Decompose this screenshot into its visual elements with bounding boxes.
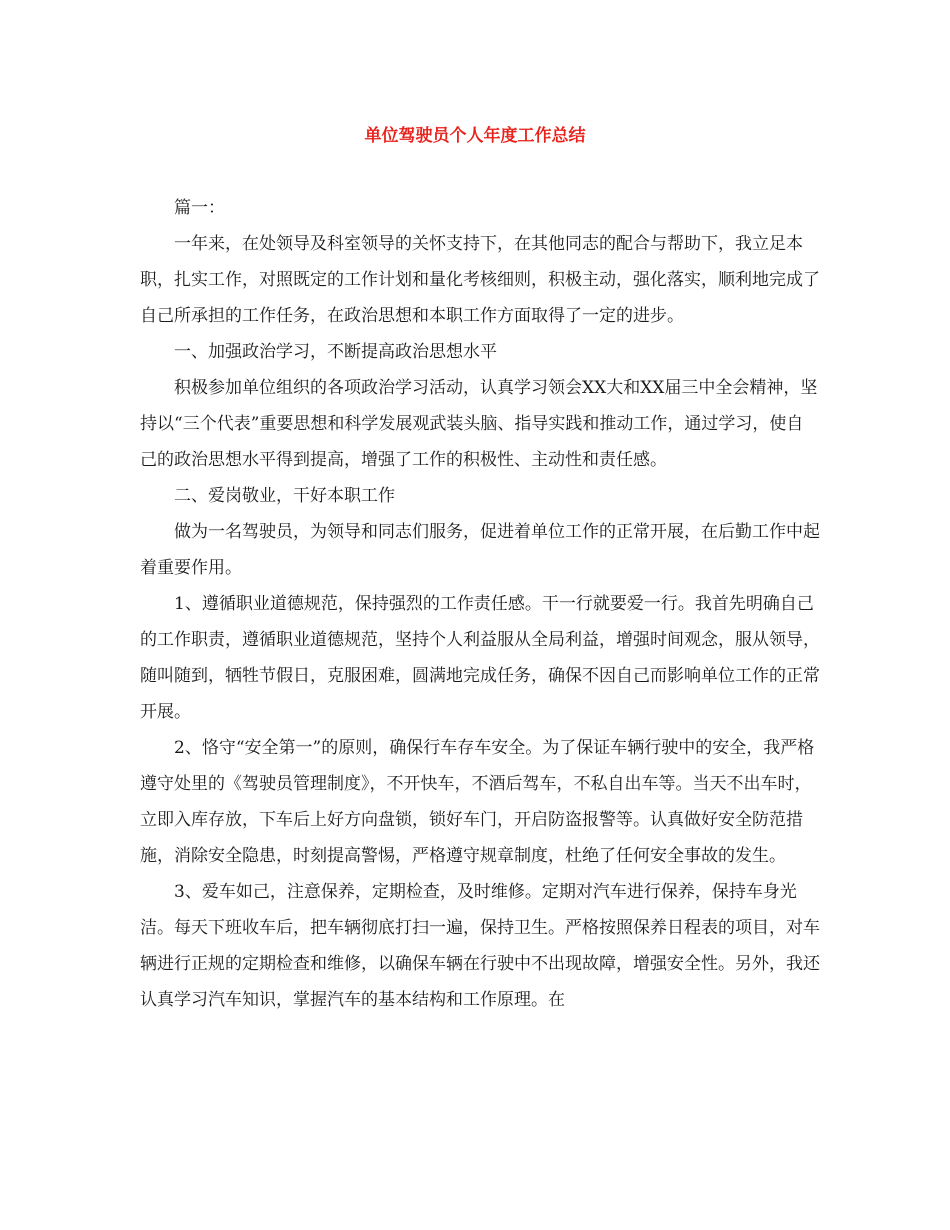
paragraph-part-label: 篇一： (174, 198, 225, 218)
paragraph-driver-role: 做为一名驾驶员，为领导和同志们服务，促进着单位工作的正常开展，在后勤工作中起着重要作用。 (140, 522, 820, 578)
document-title: 单位驾驶员个人年度工作总结 (364, 126, 586, 146)
paragraph-political-study: 积极参加单位组织的各项政治学习活动，认真学习领会XX大和XX届三中全会精神，坚持以“三个代表”重要思想和科学发展观武装头脑、指导实践和推动工作，通过学习，使自己的政治思想水平得到提高，增强了工作的积极性、主动性和责任感。 (140, 378, 818, 470)
paragraph-item-1: 1、遵循职业道德规范，保持强烈的工作责任感。干一行就要爱一行。我首先明确自己的工作职责，遵循职业道德规范，坚持个人利益服从全局利益，增强时间观念，服从领导，随叫随到，牺牲节假日，克服困难，圆满地完成任务，确保不因自己而影响单位工作的正常开展。 (140, 594, 820, 722)
document-body (140, 190, 820, 1018)
paragraph-item-3: 3、爱车如己，注意保养，定期检查，及时维修。定期对汽车进行保养，保持车身光洁。每天下班收车后，把车辆彻底打扫一遍，保持卫生。严格按照保养日程表的项目，对车辆进行正规的定期检查和维修，以确保车辆在行驶中不出现故障，增强安全性。另外，我还认真学习汽车知识，掌握汽车的基本结构和工作原理。在 (140, 882, 820, 1010)
section-heading-2: 二、爱岗敬业，干好本职工作 (174, 486, 395, 506)
paragraph-item-2: 2、恪守“安全第一”的原则，确保行车存车安全。为了保证车辆行驶中的安全，我严格遵守处里的《驾驶员管理制度》，不开快车，不酒后驾车，不私自出车等。当天不出车时，立即入库存放，下车后上好方向盘锁，锁好车门，开启防盗报警等。认真做好安全防范措施，消除安全隐患，时刻提高警惕，严格遵守规章制度，杜绝了任何安全事故的发生。 (140, 738, 815, 866)
paragraph-intro: 一年来，在处领导及科室领导的关怀支持下，在其他同志的配合与帮助下，我立足本职，扎实工作，对照既定的工作计划和量化考核细则，积极主动，强化落实，顺利地完成了自己所承担的工作任务，在政治思想和本职工作方面取得了一定的进步。 (140, 234, 820, 326)
section-heading-1: 一、加强政治学习，不断提高政治思想水平 (174, 342, 497, 362)
